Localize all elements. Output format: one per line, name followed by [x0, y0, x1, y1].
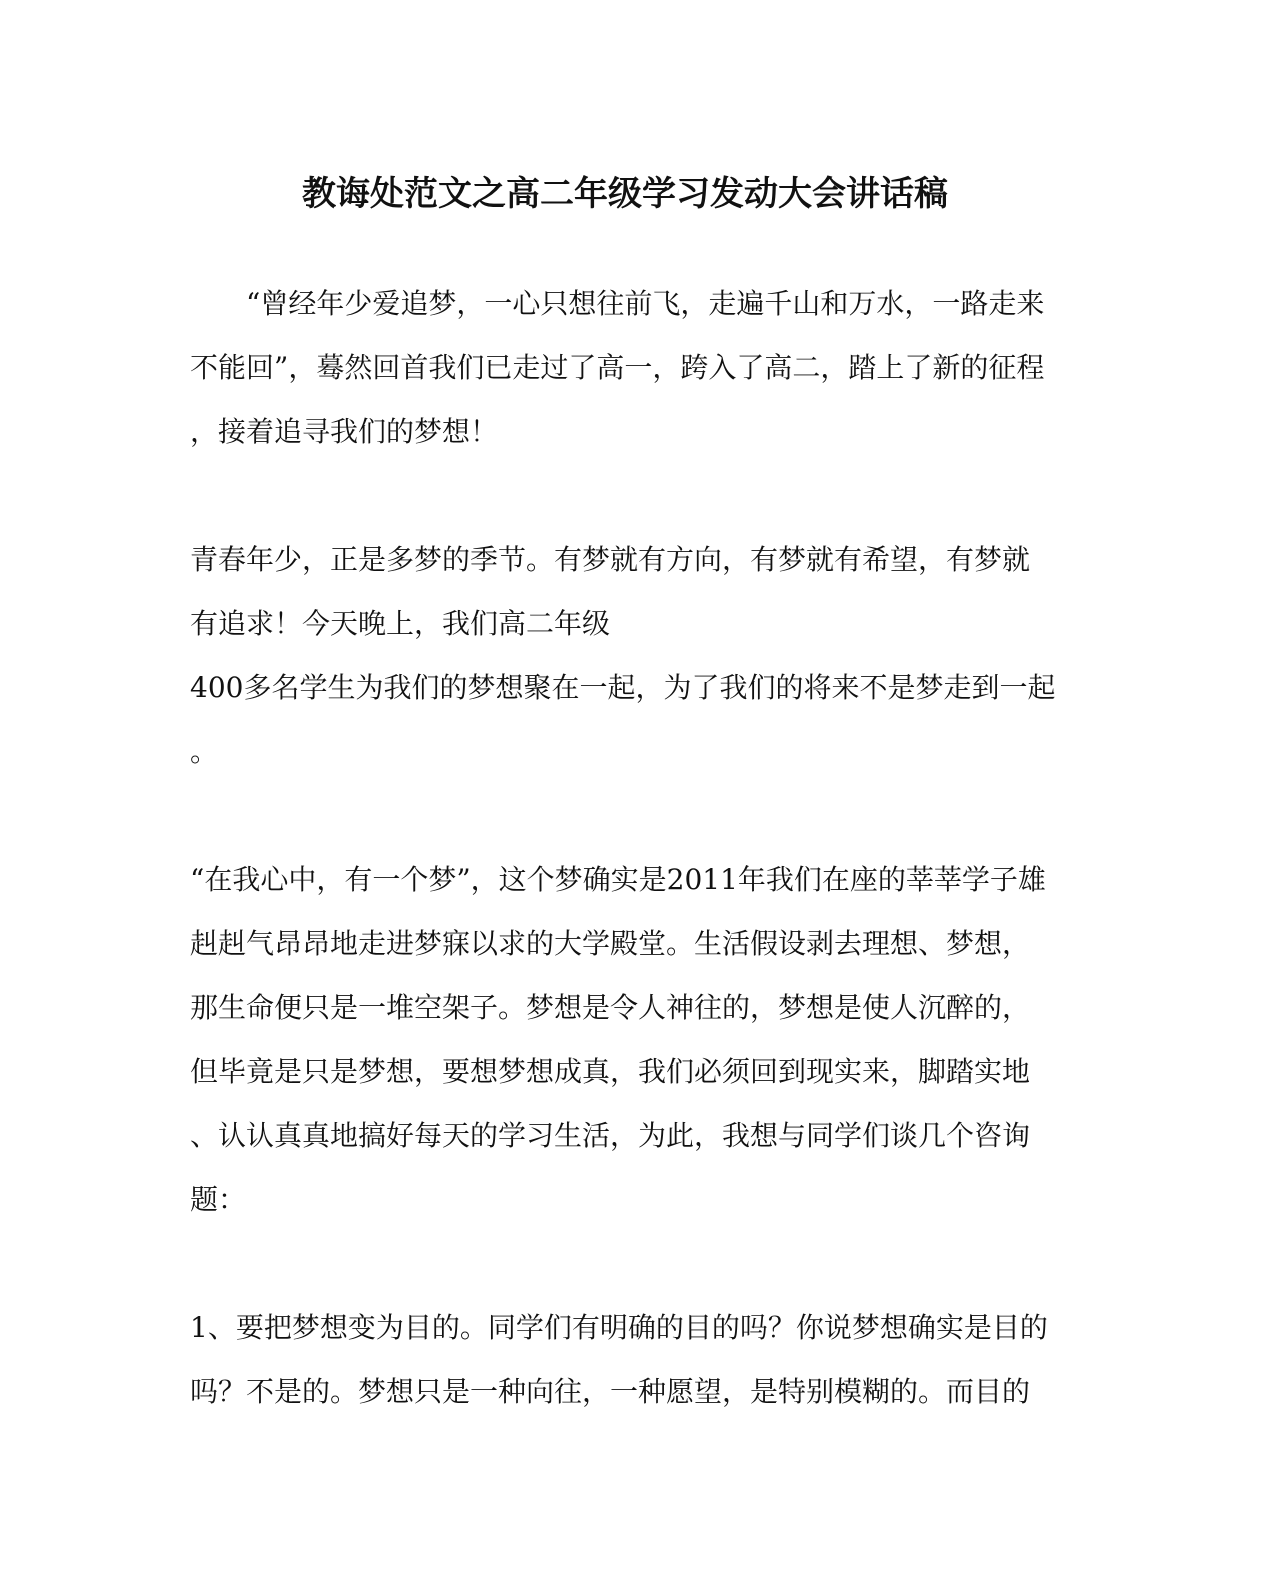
paragraph-3-line-4: 但毕竟是只是梦想，要想梦想成真，我们必须回到现实来，脚踏实地: [190, 1055, 1031, 1088]
paragraph-4-line-2: 吗？不是的。梦想只是一种向往，一种愿望，是特别模糊的。而目的: [190, 1375, 1031, 1408]
paragraph-3-line-1: “在我心中，有一个梦”，这个梦确实是2011年我们在座的莘莘学子雄: [190, 863, 1046, 896]
paragraph-1-line-1: “曾经年少爱追梦，一心只想往前飞，走遍千山和万水，一路走来: [246, 287, 1045, 320]
paragraph-2-line-1: 青春年少，正是多梦的季节。有梦就有方向，有梦就有希望，有梦就: [190, 543, 1031, 576]
paragraph-1-line-3: ，接着追寻我们的梦想！: [190, 415, 499, 448]
paragraph-2-line-4: 。: [190, 735, 219, 768]
paragraph-4-line-1: 1、要把梦想变为目的。同学们有明确的目的吗？你说梦想确实是目的: [190, 1311, 1048, 1344]
paragraph-3-line-5: 、认认真真地搞好每天的学习生活，为此，我想与同学们谈几个咨询: [190, 1119, 1031, 1152]
paragraph-2-line-2: 有追求！今天晚上，我们高二年级: [190, 607, 611, 640]
paragraph-1-line-2: 不能回”，蓦然回首我们已走过了高一，跨入了高二，踏上了新的征程: [190, 351, 1045, 384]
document-title: 教诲处范文之高二年级学习发动大会讲话稿: [302, 174, 948, 214]
paragraph-2-line-3: 400多名学生为我们的梦想聚在一起，为了我们的将来不是梦走到一起: [190, 671, 1056, 704]
paragraph-3-line-6: 题：: [190, 1183, 247, 1216]
paragraph-3-line-3: 那生命便只是一堆空架子。梦想是令人神往的，梦想是使人沉醉的，: [190, 991, 1031, 1024]
paragraph-3-line-2: 赳赳气昂昂地走进梦寐以求的大学殿堂。生活假设剥去理想、梦想，: [190, 927, 1031, 960]
